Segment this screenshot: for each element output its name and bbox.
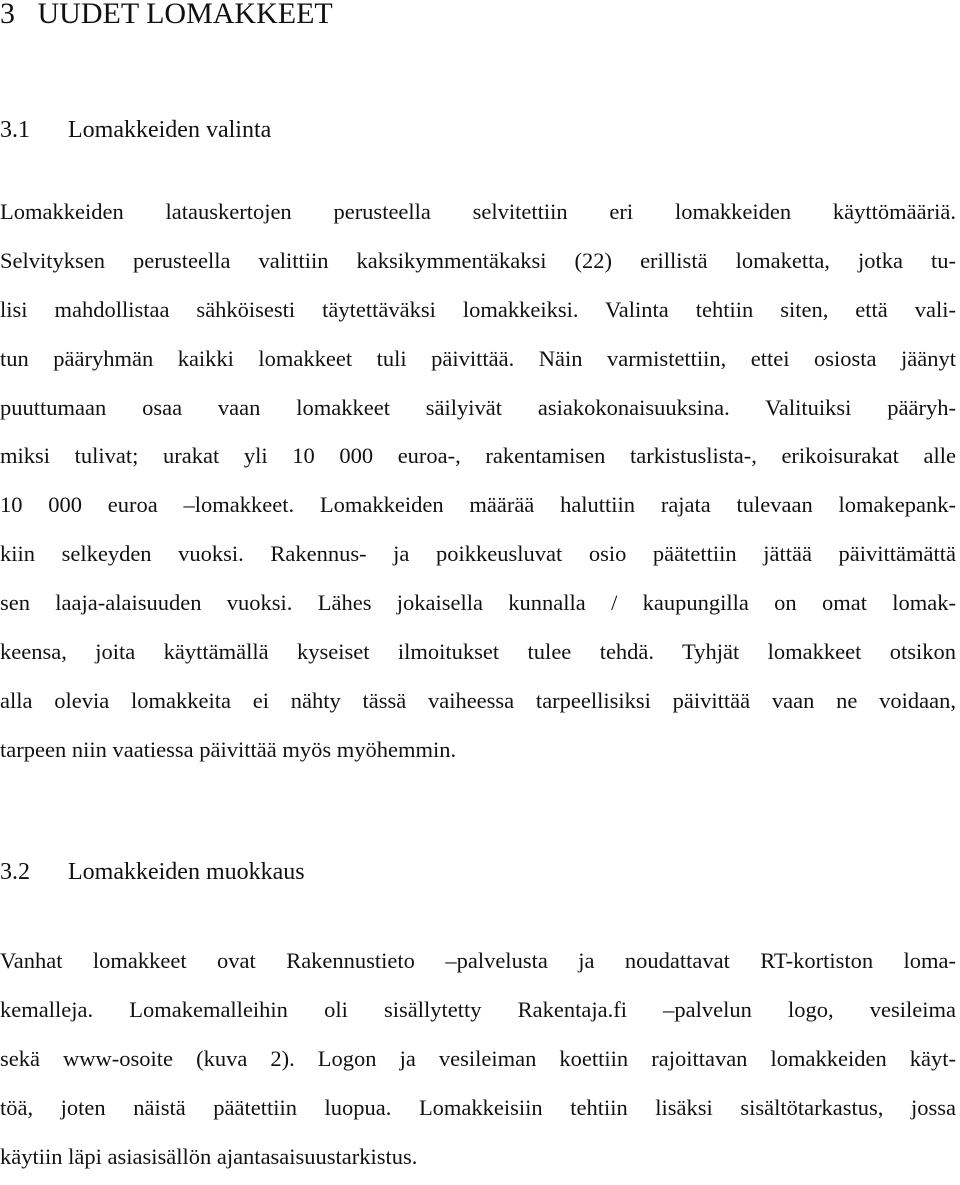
- chapter-number: 3: [0, 0, 15, 30]
- section-number: 3.1: [0, 117, 30, 143]
- body-line: töä, joten näistä päätettiin luopua. Lomakkeisiin tehtiin lisäksi sisältötarkastus, jossa: [0, 1094, 956, 1120]
- body-line: Vanhat lomakkeet ovat Rakennustieto –palvelusta ja noudattavat RT-kortiston loma-: [0, 948, 956, 973]
- body-line: kiin selkeyden vuoksi. Rakennus- ja poikkeusluvat osio päätettiin jättää päivittämättä: [0, 541, 956, 567]
- chapter-heading: [0, 0, 333, 34]
- body-line: lisi mahdollistaa sähköisesti täytettäväksi lomakkeiksi. Valinta tehtiin siten, että vali-: [0, 296, 956, 322]
- section-heading-3-1: [0, 114, 271, 146]
- body-line: alla olevia lomakkeita ei nähty tässä vaiheessa tarpeellisiksi päivittää vaan ne voidaan,: [0, 687, 956, 713]
- body-line: puuttumaan osaa vaan lomakkeet säilyivät asiakokonaisuuksina. Valituiksi pääryh-: [0, 394, 956, 420]
- section-3-2-body: [0, 941, 956, 1185]
- chapter-title: UUDET LOMAKKEET: [37, 0, 333, 30]
- section-3-1-body: [0, 192, 956, 779]
- body-line: Lomakkeiden latauskertojen perusteella selvitettiin eri lomakkeiden käyttömääriä.: [0, 199, 956, 224]
- section-heading-3-2: [0, 856, 305, 888]
- body-line: tarpeen niin vaatiessa päivittää myös myöhemmin.: [0, 736, 457, 762]
- body-line: miksi tulivat; urakat yli 10 000 euroa-, rakentamisen tarkistuslista-, erikoisurakat alle: [0, 443, 956, 469]
- section-title: Lomakkeiden muokkaus: [68, 859, 305, 885]
- body-line: käytiin läpi asiasisällön ajantasaisuustarkistus.: [0, 1143, 418, 1169]
- body-line: keensa, joita käyttämällä kyseiset ilmoitukset tulee tehdä. Tyhjät lomakkeet otsikon: [0, 639, 956, 665]
- section-number: 3.2: [0, 859, 30, 885]
- body-line: sen laaja-alaisuuden vuoksi. Lähes jokaisella kunnalla / kaupungilla on omat lomak-: [0, 590, 956, 616]
- body-line: sekä www-osoite (kuva 2). Logon ja vesileiman koettiin rajoittavan lomakkeiden käyt-: [0, 1045, 956, 1071]
- section-title: Lomakkeiden valinta: [68, 117, 272, 143]
- body-line: 10 000 euroa –lomakkeet. Lomakkeiden määrää haluttiin rajata tulevaan lomakepank-: [0, 492, 956, 518]
- body-line: Selvityksen perusteella valittiin kaksikymmentäkaksi (22) erillistä lomaketta, jotka tu-: [0, 247, 956, 273]
- body-line: kemalleja. Lomakemalleihin oli sisällytetty Rakentaja.fi –palvelun logo, vesileima: [0, 996, 956, 1022]
- body-line: tun pääryhmän kaikki lomakkeet tuli päivittää. Näin varmistettiin, ettei osiosta jäänyt: [0, 345, 956, 371]
